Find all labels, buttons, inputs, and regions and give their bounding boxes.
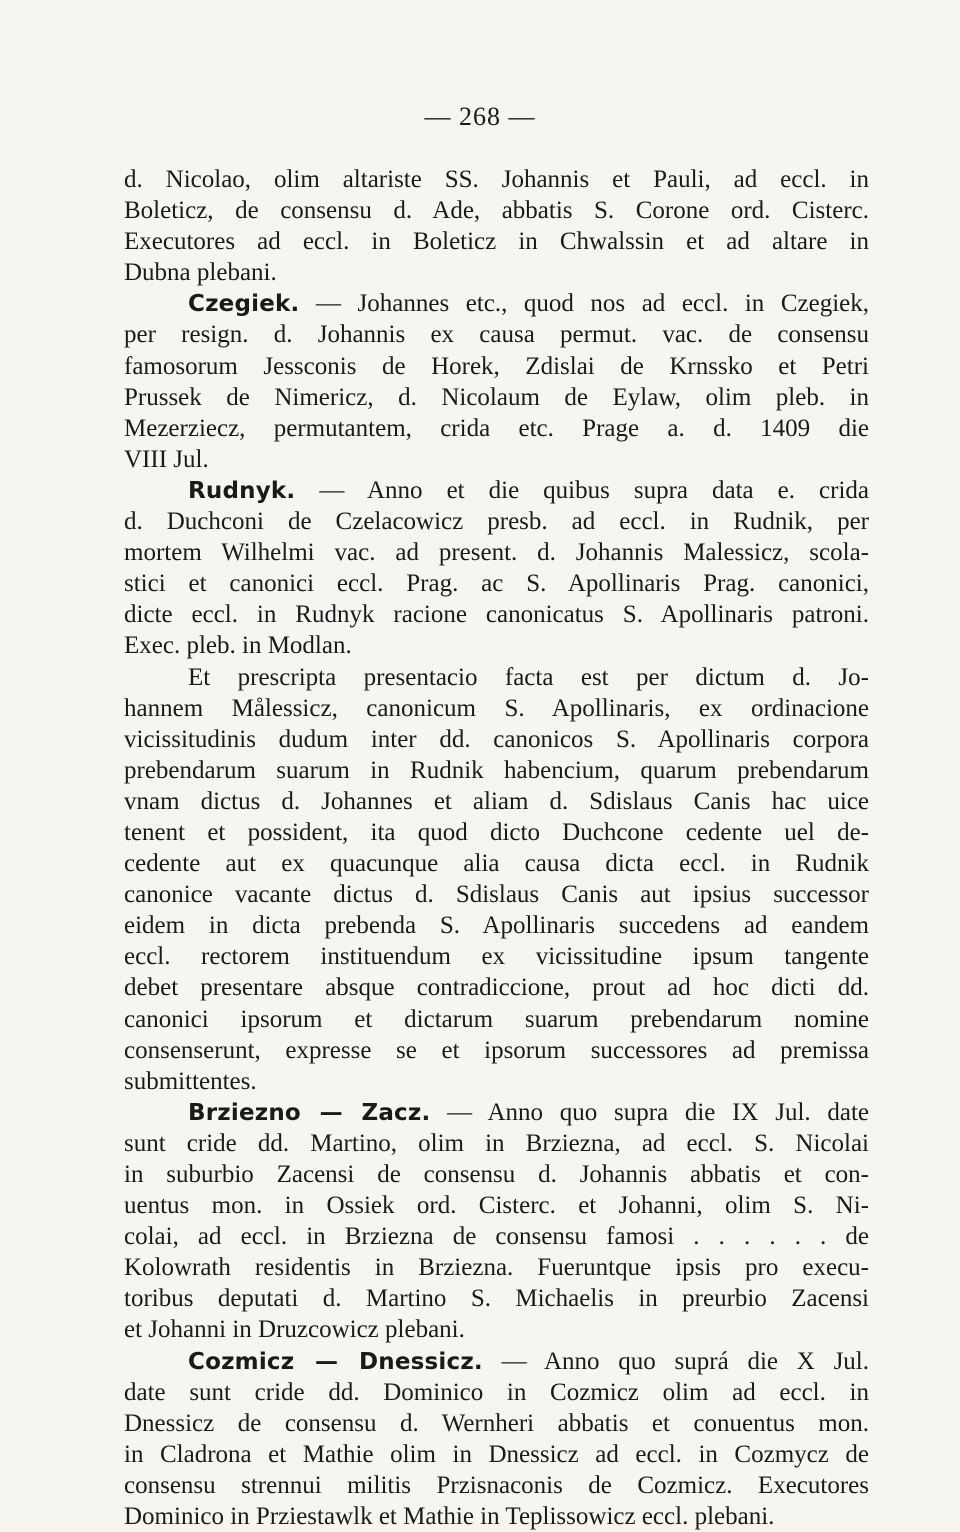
text-line: prebendarum suarum in Rudnik habencium, quarum prebendarum	[124, 756, 869, 784]
text-line: Exec. pleb. in Modlan.	[124, 632, 352, 660]
page-number: — 268 —	[424, 102, 536, 131]
text-line	[124, 1346, 869, 1377]
text-line: canonice vacante dictus d. Sdislaus Canis aut ipsius successor	[124, 881, 869, 909]
text-line: Kolowrath residentis in Brziezna. Fueruntque ipsis pro execu-	[124, 1254, 869, 1282]
text-line: per resign. d. Johannis ex causa permut. vac. de consensu	[124, 321, 869, 349]
text-line: Mezerziecz, permutantem, crida etc. Prage a. d. 1409 die	[124, 414, 869, 442]
entry-heading: Rudnyk.	[188, 477, 296, 504]
entry-heading: Brziezno — Zacz.	[188, 1099, 431, 1126]
text-line: date sunt cride dd. Dominico in Cozmicz olim ad eccl. in	[124, 1378, 869, 1406]
document-body	[124, 164, 869, 1532]
text-line: dicte eccl. in Rudnyk racione canonicatus S. Apollinaris patroni.	[124, 601, 869, 629]
text-line: d. Nicolao, olim altariste SS. Johannis et Pauli, ad eccl. in	[124, 166, 869, 193]
text-line: eccl. rectorem instituendum ex vicissitudine ipsum tangente	[124, 943, 869, 971]
entry-heading-rest: — Anno et die quibus supra data e. crida	[295, 476, 869, 504]
text-line: stici et canonici eccl. Prag. ac S. Apollinaris Prag. canonici,	[124, 570, 869, 598]
text-line: debet presentare absque contradiccione, prout ad hoc dicti dd.	[124, 974, 869, 1002]
entry-heading-rest: — Anno quo suprá die X Jul.	[482, 1347, 869, 1375]
text-line: VIII Jul.	[124, 445, 209, 473]
paragraph-cozmicz	[124, 1346, 869, 1532]
text-line	[124, 475, 869, 506]
text-line: Executores ad eccl. in Boleticz in Chwalssin et ad altare in	[124, 228, 869, 256]
paragraph-prescripta	[124, 662, 869, 1097]
entry-heading: Czegiek.	[188, 291, 300, 318]
text-line: Et prescripta presentacio facta est per dictum d. Jo-	[188, 663, 869, 691]
text-line: sunt cride dd. Martino, olim in Brziezna, ad eccl. S. Nicolai	[124, 1129, 869, 1157]
text-line: toribus deputati d. Martino S. Michaelis in preurbio Zacensi	[124, 1285, 869, 1313]
text-line: cedente aut ex quacunque alia causa dicta eccl. in Rudnik	[124, 850, 869, 878]
text-line: consensu strennui militis Przisnaconis de Cozmicz. Executores	[124, 1471, 869, 1499]
text-line: et Johanni in Druzcowicz plebani.	[124, 1316, 465, 1344]
text-line: Dubna plebani.	[124, 259, 277, 287]
text-line: uentus mon. in Ossiek ord. Cisterc. et Johanni, olim S. Ni-	[124, 1192, 869, 1220]
text-line: canonici ipsorum et dictarum suarum prebendarum nomine	[124, 1005, 869, 1033]
text-line: Prussek de Nimericz, d. Nicolaum de Eylaw, olim pleb. in	[124, 383, 869, 411]
text-line	[124, 1097, 869, 1128]
text-line: submittentes.	[124, 1067, 257, 1095]
paragraph-rudnyk	[124, 475, 869, 662]
text-line: vnam dictus d. Johannes et aliam d. Sdislaus Canis hac uice	[124, 787, 869, 815]
text-line: eidem in dicta prebenda S. Apollinaris succedens ad eandem	[124, 912, 869, 940]
text-line: Dnessicz de consensu d. Wernheri abbatis et conuentus mon.	[124, 1409, 869, 1437]
text-line: Dominico in Prziestawlk et Mathie in Teplissowicz eccl. plebani.	[124, 1503, 775, 1531]
text-line: in suburbio Zacensi de consensu d. Johannis abbatis et con-	[124, 1161, 869, 1188]
entry-heading-rest: — Johannes etc., quod nos ad eccl. in Czegiek,	[299, 290, 869, 318]
text-line: colai, ad eccl. in Brziezna de consensu famosi . . . . . . de	[124, 1223, 869, 1251]
text-line: vicissitudinis dudum inter dd. canonicos S. Apollinaris corpora	[124, 725, 869, 753]
text-line: in Cladrona et Mathie olim in Dnessicz ad eccl. in Cozmycz de	[124, 1440, 869, 1468]
text-line: consenserunt, expresse se et ipsorum successores ad premissa	[124, 1036, 869, 1064]
text-line: Boleticz, de consensu d. Ade, abbatis S. Corone ord. Cisterc.	[124, 197, 869, 225]
text-line: mortem Wilhelmi vac. ad present. d. Johannis Malessicz, scola-	[124, 539, 869, 567]
text-line	[124, 288, 869, 319]
paragraph-brziezno	[124, 1097, 869, 1346]
text-line: famosorum Jessconis de Horek, Zdislai de Krnssko et Petri	[124, 352, 869, 380]
text-line: d. Duchconi de Czelacowicz presb. ad eccl. in Rudnik, per	[124, 508, 869, 536]
text-line: tenent et possident, ita quod dicto Duchcone cedente uel de-	[124, 818, 869, 846]
entry-heading-rest: — Anno quo supra die IX Jul. date	[430, 1098, 869, 1126]
paragraph-czegiek	[124, 288, 869, 475]
paragraph-nicolao	[124, 164, 869, 288]
entry-heading: Cozmicz — Dnessicz.	[188, 1348, 483, 1375]
text-line: hannem Målessicz, canonicum S. Apollinaris, ex ordinacione	[124, 694, 869, 722]
